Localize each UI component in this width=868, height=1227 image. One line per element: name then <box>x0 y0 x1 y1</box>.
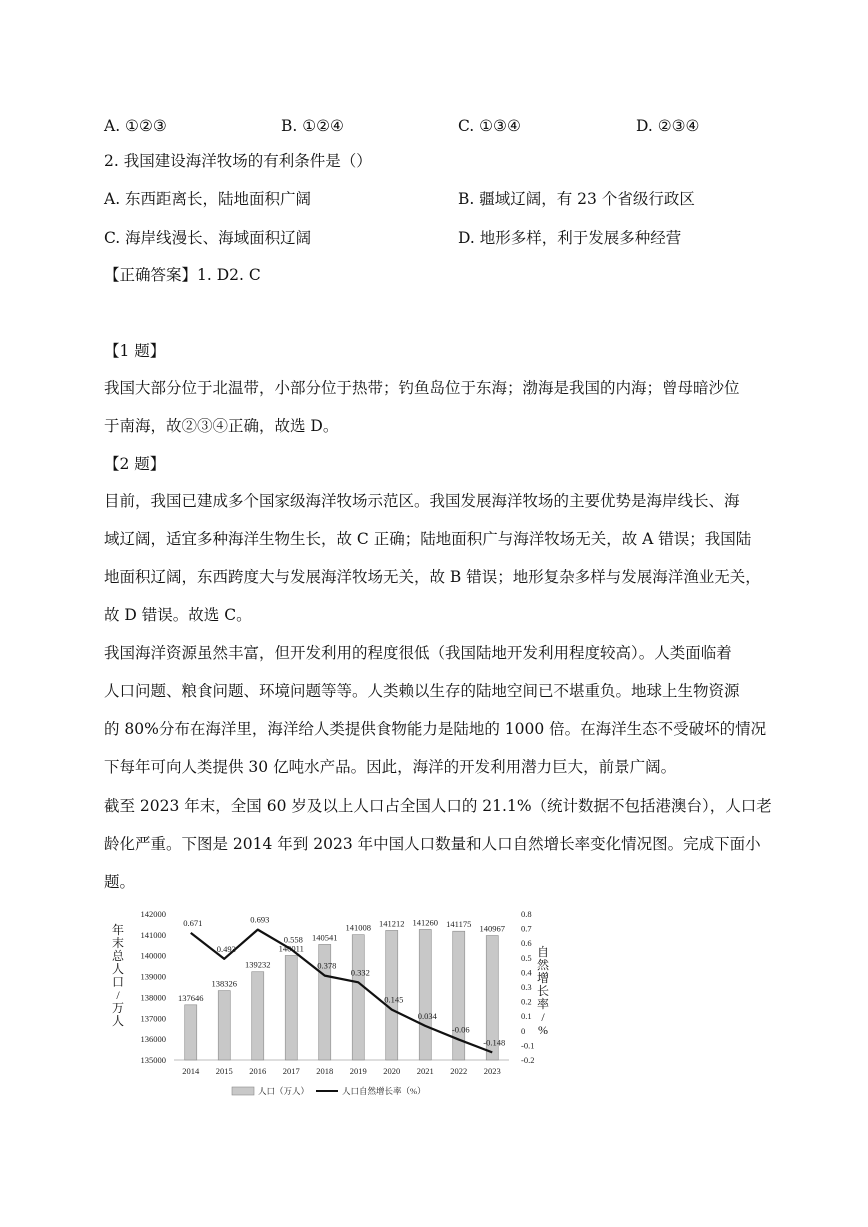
explanation1-line: 于南海，故②③④正确，故选 D。 <box>104 417 339 435</box>
explanation1-line: 我国大部分位于北温带，小部分位于热带；钓鱼岛位于东海；渤海是我国的内海；曾母暗沙位 <box>104 379 740 397</box>
right-tick-label: -0.2 <box>521 1055 535 1065</box>
explanation2-line: 故 D 错误。故选 C。 <box>104 606 252 624</box>
left-axis-title-char: 人 <box>111 962 125 976</box>
line-data-label: 0.332 <box>350 967 370 978</box>
right-tick-label: 0.1 <box>521 1011 532 1022</box>
bar-data-label: 140011 <box>278 943 304 954</box>
left-tick-label: 136000 <box>140 1034 166 1045</box>
explanation2-heading: 【2 题】 <box>104 455 166 473</box>
bar-population <box>252 972 264 1060</box>
bar-data-label: 141260 <box>412 917 438 928</box>
explanation2-line: 地面积辽阔，东西跨度大与发展海洋牧场无关，故 B 错误；地形复杂多样与发展海洋渔业无关， <box>104 568 761 586</box>
right-axis-title-char: % <box>538 1023 548 1037</box>
population-paragraph-line: 截至 2023 年末，全国 60 岁及以上人口占全国人口的 21.1%（统计数据不包括港澳台），人口老 <box>104 797 772 815</box>
x-tick-label: 2019 <box>349 1066 367 1076</box>
right-tick-label: 0.8 <box>521 909 532 919</box>
x-tick-label: 2017 <box>282 1066 300 1076</box>
right-tick-label: 0.2 <box>521 996 532 1007</box>
bar-population <box>352 935 364 1060</box>
left-tick-label: 140000 <box>140 950 166 961</box>
q1-option-d: D. ②③④ <box>636 117 700 135</box>
right-tick-label: 0.7 <box>521 923 532 934</box>
right-axis-title-char: 然 <box>536 958 550 972</box>
ocean-paragraph-line: 下每年可向人类提供 30 亿吨水产品。因此，海洋的开发利用潜力巨大，前景广阔。 <box>104 758 677 776</box>
explanation2-line: 目前，我国已建成多个国家级海洋牧场示范区。我国发展海洋牧场的主要优势是海岸线长、海 <box>104 492 740 510</box>
bar-data-label: 141212 <box>379 918 405 929</box>
population-chart <box>104 900 550 1110</box>
left-tick-label: 139000 <box>140 971 166 982</box>
left-axis-title-char: 人 <box>111 1014 125 1028</box>
right-tick-label: -0.1 <box>521 1040 535 1051</box>
line-data-label: 0.145 <box>384 994 404 1005</box>
bar-data-label: 140967 <box>479 923 505 934</box>
right-tick-label: 0.4 <box>521 967 532 978</box>
right-tick-label: 0.5 <box>521 952 532 963</box>
bar-data-label: 137646 <box>178 992 204 1003</box>
legend-bar-label: 人口（万人） <box>258 1086 310 1096</box>
bar-population <box>285 955 297 1060</box>
left-axis-title-char: / <box>116 988 120 1002</box>
right-tick-label: 0 <box>521 1025 526 1036</box>
q2-option-c: C. 海岸线漫长、海域面积辽阔 <box>104 229 312 247</box>
right-axis-title-char: 长 <box>536 984 550 998</box>
explanation1-heading: 【1 题】 <box>104 342 166 360</box>
bar-data-label: 141008 <box>345 922 371 933</box>
left-axis-title-char: 口 <box>111 975 125 989</box>
q2-stem: 2. 我国建设海洋牧场的有利条件是（） <box>104 152 372 170</box>
line-data-label: 0.378 <box>317 960 337 971</box>
line-data-label: -0.148 <box>483 1037 506 1048</box>
bar-data-label: 139232 <box>245 959 271 970</box>
x-tick-label: 2018 <box>316 1066 334 1076</box>
bar-population <box>185 1005 197 1060</box>
left-tick-label: 141000 <box>140 929 166 940</box>
right-axis-title-char: / <box>541 1010 545 1024</box>
ocean-paragraph-line: 人口问题、粮食问题、环境问题等等。人类赖以生存的陆地空间已不堪重负。地球上生物资源 <box>104 682 740 700</box>
ocean-paragraph-line: 的 80%分布在海洋里，海洋给人类提供食物能力是陆地的 1000 倍。在海洋生态不受破坏的情况 <box>104 720 767 738</box>
left-tick-label: 142000 <box>140 909 166 919</box>
bar-population <box>419 929 431 1060</box>
line-growth-rate <box>191 930 493 1053</box>
q1-option-b: B. ①②④ <box>281 117 344 135</box>
left-tick-label: 137000 <box>140 1013 166 1024</box>
right-axis-title-char: 自 <box>536 945 550 959</box>
bar-population <box>218 991 230 1060</box>
legend-bar-swatch <box>232 1087 254 1095</box>
line-data-label: 0.693 <box>250 914 270 925</box>
left-axis-title-char: 总 <box>111 949 125 963</box>
q2-option-d: D. 地形多样，利于发展多种经营 <box>458 229 682 247</box>
x-tick-label: 2020 <box>383 1066 401 1076</box>
q1-option-c: C. ①③④ <box>458 117 521 135</box>
bar-data-label: 141175 <box>446 919 472 930</box>
ocean-paragraph-line: 我国海洋资源虽然丰富，但开发利用的程度很低（我国陆地开发利用程度较高）。人类面临着 <box>104 644 732 662</box>
population-chart-svg <box>104 900 550 1110</box>
line-data-label: 0.034 <box>417 1010 437 1021</box>
q2-option-a: A. 东西距离长，陆地面积广阔 <box>104 190 312 208</box>
line-data-label: 0.671 <box>183 917 203 928</box>
right-tick-label: 0.3 <box>521 982 532 992</box>
legend-line-label: 人口自然增长率（%） <box>342 1086 426 1096</box>
left-axis-title-char: 万 <box>111 1001 125 1015</box>
x-tick-label: 2014 <box>182 1066 200 1076</box>
left-tick-label: 135000 <box>140 1055 166 1065</box>
bar-data-label: 138326 <box>211 978 237 989</box>
left-tick-label: 138000 <box>140 992 166 1003</box>
x-tick-label: 2016 <box>249 1066 267 1076</box>
q1-option-a: A. ①②③ <box>104 117 167 135</box>
explanation2-line: 域辽阔，适宜多种海洋生物生长，故 C 正确；陆地面积广与海洋牧场无关，故 A 错误；我国陆 <box>104 530 752 548</box>
line-data-label: 0.493 <box>216 943 236 954</box>
answer-line: 【正确答案】1. D2. C <box>104 266 261 284</box>
x-tick-label: 2015 <box>215 1066 233 1076</box>
right-axis-title-char: 率 <box>536 997 550 1011</box>
bar-data-label: 140541 <box>312 932 338 943</box>
right-tick-label: 0.6 <box>521 938 532 949</box>
x-tick-label: 2022 <box>450 1066 468 1076</box>
x-tick-label: 2023 <box>483 1066 501 1076</box>
line-data-label: -0.06 <box>451 1024 470 1035</box>
left-axis-title-char: 末 <box>111 936 125 950</box>
population-paragraph-line: 龄化严重。下图是 2014 年到 2023 年中国人口数量和人口自然增长率变化情况图。完成下面小 <box>104 835 761 853</box>
q2-option-b: B. 疆域辽阔，有 23 个省级行政区 <box>458 190 695 208</box>
right-axis-title-char: 增 <box>536 971 550 985</box>
left-axis-title-char: 年 <box>111 923 125 937</box>
x-tick-label: 2021 <box>416 1066 434 1076</box>
population-paragraph-line: 题。 <box>104 873 136 891</box>
line-data-label: 0.558 <box>283 934 303 945</box>
